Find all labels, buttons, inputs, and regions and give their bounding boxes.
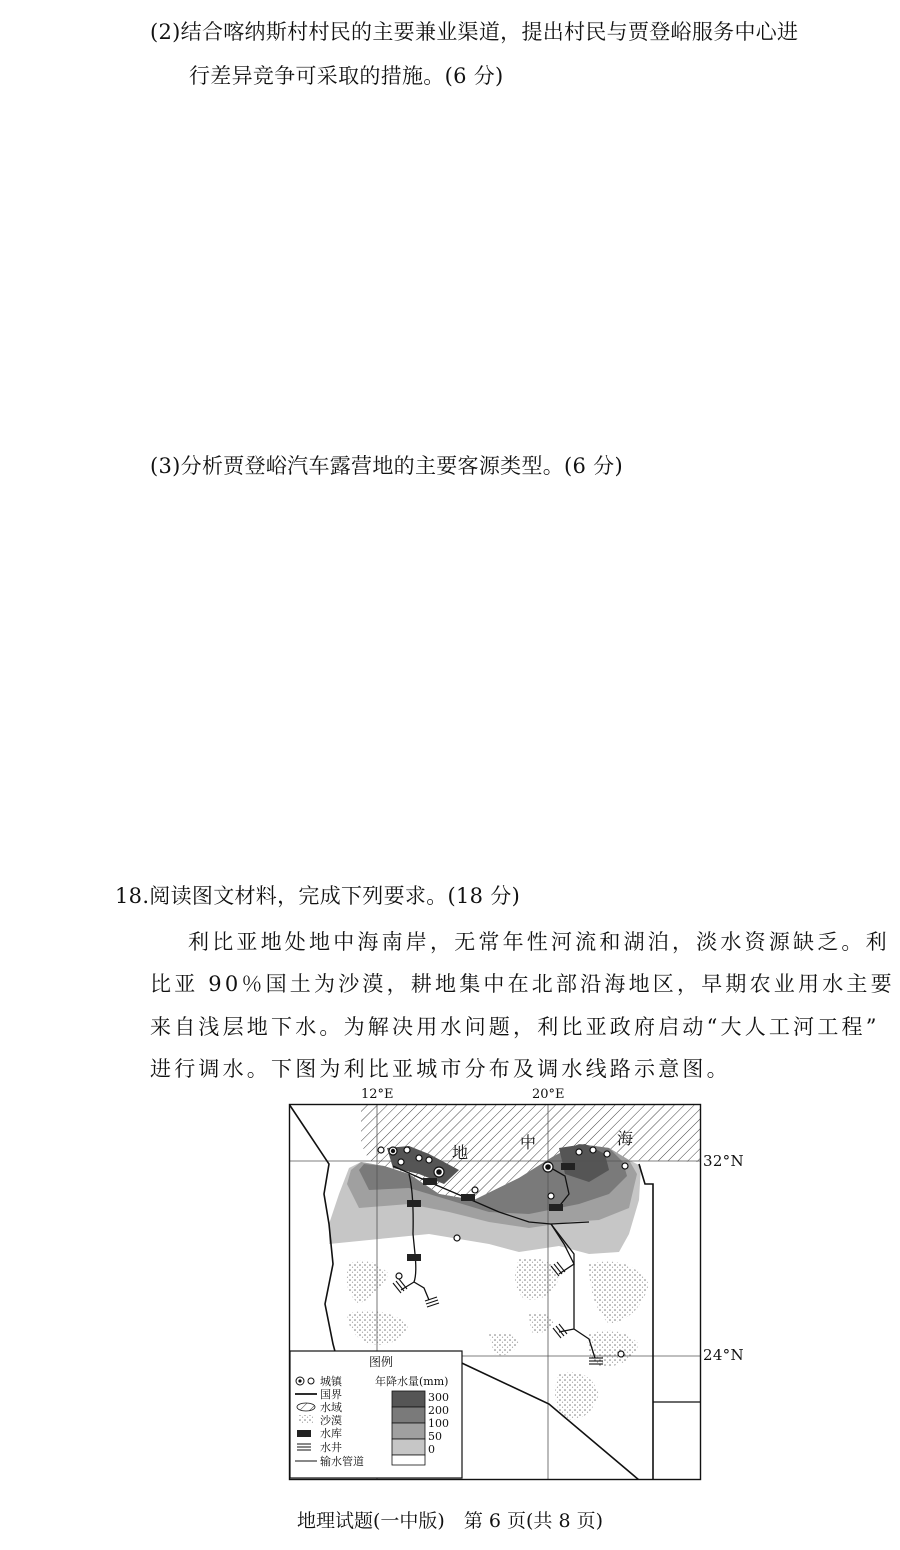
legend-item-water: 水域 (320, 1401, 342, 1414)
well-marker (553, 1324, 567, 1338)
reservoir-marker (407, 1254, 421, 1261)
precip-swatch (392, 1391, 425, 1407)
desert-area (589, 1262, 649, 1325)
material-line-4: 进行调水。下图为利比亚城市分布及调水线路示意图。 (150, 1057, 731, 1081)
desert-area (347, 1311, 409, 1345)
desert-area (347, 1261, 389, 1304)
precip-tick-label: 50 (428, 1430, 442, 1443)
reservoir-marker (461, 1194, 475, 1201)
reservoir-marker (561, 1163, 575, 1170)
precip-tick-label: 0 (428, 1443, 435, 1456)
question-2-line-2: 行差异竞争可采取的措施。(6 分) (189, 64, 504, 88)
legend-item-town: 城镇 (320, 1375, 342, 1388)
lat-label-32n: 32°N (703, 1152, 744, 1170)
lon-label-12e: 12°E (361, 1087, 394, 1102)
legend-title: 图例 (369, 1355, 394, 1369)
legend-precip-title: 年降水量(mm) (375, 1375, 449, 1388)
well-marker (425, 1297, 439, 1307)
question-18-title: 18.阅读图文材料，完成下列要求。(18 分) (115, 884, 521, 908)
legend-item-reservoir: 水库 (320, 1427, 342, 1440)
sea-label-char: 海 (617, 1129, 634, 1148)
lon-label-20e: 20°E (532, 1087, 565, 1102)
border-south (449, 1357, 639, 1480)
question-2-line-1: (2)结合喀纳斯村村民的主要兼业渠道，提出村民与贾登峪服务中心进 (150, 20, 799, 44)
precip-swatch (392, 1423, 425, 1439)
legend (290, 1351, 462, 1478)
precip-swatch (392, 1455, 425, 1465)
material-line-3: 来自浅层地下水。为解决用水问题，利比亚政府启动“大人工河工程” (150, 1015, 880, 1039)
sea-label-char: 地 (452, 1143, 469, 1162)
material-line-1: 利比亚地处地中海南岸，无常年性河流和湖泊，淡水资源缺乏。利 (188, 930, 890, 954)
lat-label-24n: 24°N (703, 1346, 744, 1364)
desert-area (555, 1372, 599, 1419)
desert-area (489, 1333, 519, 1356)
reservoir-marker (549, 1204, 563, 1211)
page-footer: 地理试题(一中版) 第 6 页(共 8 页) (297, 1510, 603, 1532)
reservoir-marker (407, 1200, 421, 1207)
sea-label-char: 中 (520, 1133, 537, 1152)
desert-area (529, 1313, 554, 1333)
precip-swatch (392, 1439, 425, 1455)
reservoir-marker (423, 1178, 437, 1185)
legend-item-border: 国界 (320, 1388, 342, 1401)
libya-water-transfer-map (289, 1087, 701, 1480)
border-east (639, 1164, 653, 1480)
material-line-2: 比亚 90％国土为沙漠，耕地集中在北部沿海地区，早期农业用水主要 (150, 972, 895, 996)
legend-item-desert: 沙漠 (320, 1414, 342, 1427)
well-marker (393, 1279, 407, 1293)
precip-swatch (392, 1407, 425, 1423)
desert-area (515, 1258, 559, 1300)
legend-item-pipeline: 输水管道 (320, 1455, 364, 1468)
question-3-text: (3)分析贾登峪汽车露营地的主要客源类型。(6 分) (150, 454, 623, 478)
precip-tick-label: 200 (428, 1404, 449, 1417)
precip-tick-label: 300 (428, 1391, 449, 1404)
precip-tick-label: 100 (428, 1417, 449, 1430)
legend-item-well: 水井 (320, 1441, 342, 1454)
